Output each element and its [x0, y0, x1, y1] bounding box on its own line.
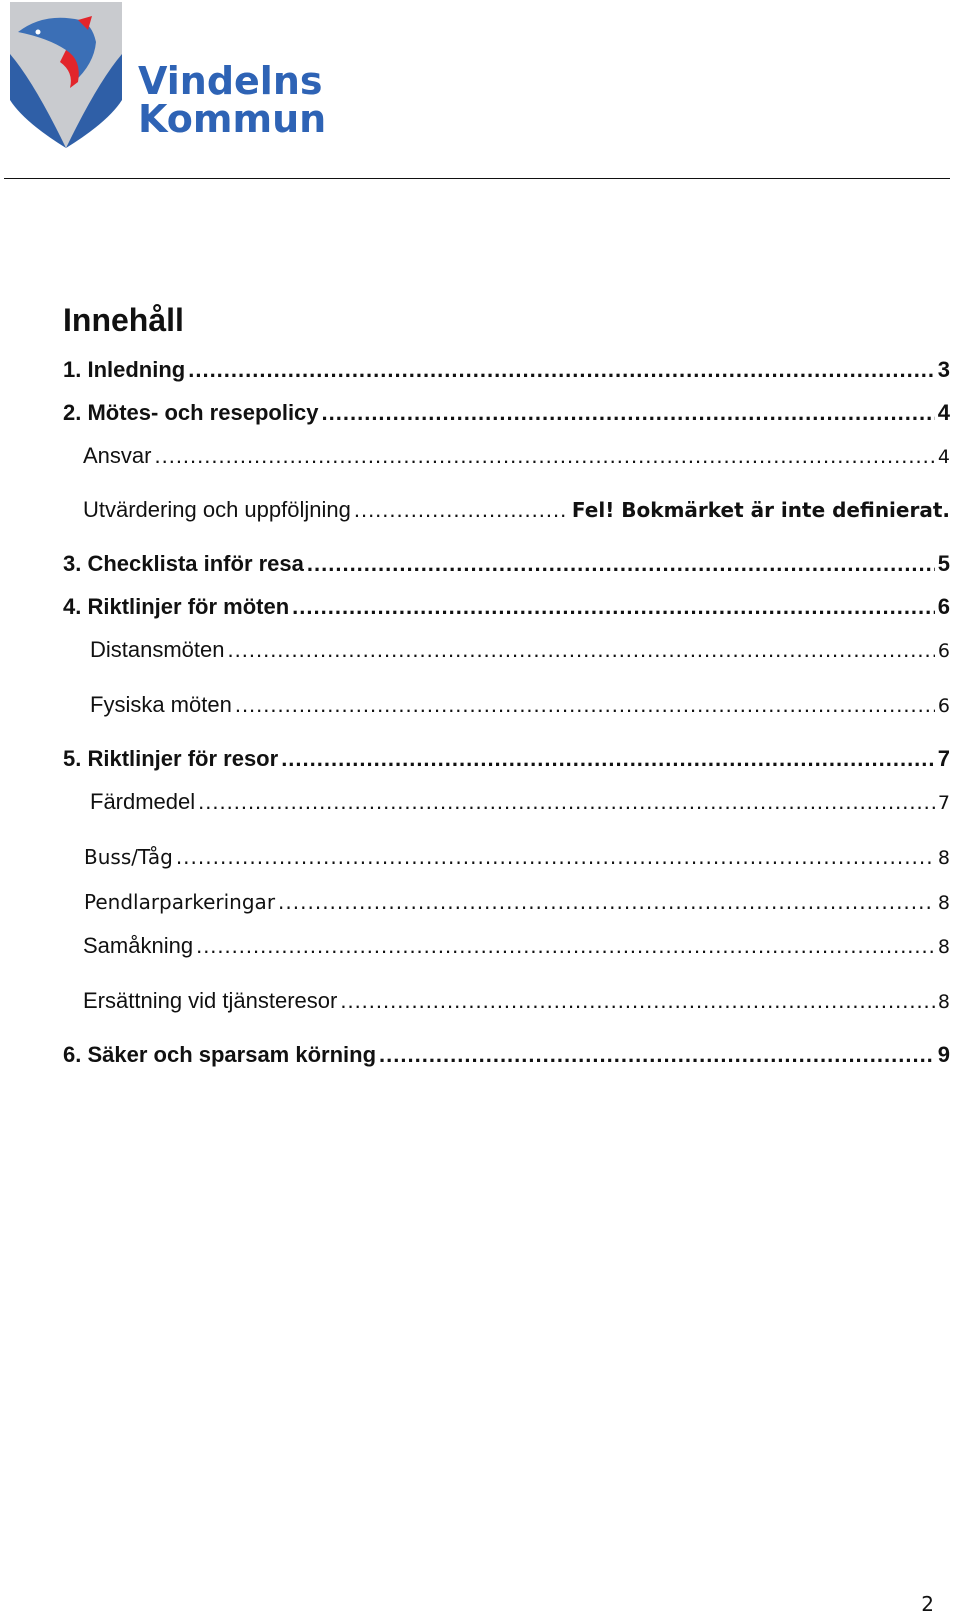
toc-entry-checklista-infor-resa[interactable]	[63, 550, 950, 578]
toc-entry-label: Distansmöten	[90, 637, 225, 662]
toc-leader	[188, 356, 935, 384]
toc-entry-page: 4	[937, 446, 950, 468]
toc-entry-page: 6	[937, 594, 950, 619]
toc-leader	[196, 932, 935, 960]
toc-entry-label: Ansvar	[83, 443, 152, 468]
toc-entry-bookmark-error: Fel! Bokmärket är inte definierat.	[571, 498, 950, 522]
page-number: 2	[921, 1592, 934, 1616]
toc-leader	[281, 745, 935, 773]
toc-entry-page: 8	[937, 847, 950, 869]
toc-entry-ersattning-vid-tjansteresor[interactable]	[83, 987, 950, 1016]
toc-entry-page: 7	[937, 746, 950, 771]
toc-entry-page: 7	[937, 792, 950, 814]
toc-leader	[340, 987, 935, 1015]
toc-leader	[307, 550, 935, 578]
toc-entry-label: Samåkning	[83, 933, 194, 958]
toc-entry-label: 2. Mötes- och resepolicy	[63, 400, 319, 425]
vindeln-logo	[4, 2, 334, 152]
toc-leader	[379, 1041, 935, 1069]
toc-entry-label: 6. Säker och sparsam körning	[63, 1042, 377, 1067]
toc-entry-riktlinjer-for-moten[interactable]	[63, 593, 950, 621]
toc-entry-distansmoten[interactable]	[90, 636, 950, 665]
toc-entry-page: 6	[937, 640, 950, 662]
toc-entry-page: 8	[937, 991, 950, 1013]
toc-entry-label: 5. Riktlinjer för resor	[63, 746, 279, 771]
toc-leader	[292, 593, 935, 621]
toc-entry-label: 3. Checklista inför resa	[63, 551, 304, 576]
toc-entry-samakning[interactable]	[83, 932, 950, 961]
toc-entry-label: 4. Riktlinjer för möten	[63, 594, 290, 619]
toc-leader	[322, 399, 935, 427]
toc-entry-riktlinjer-for-resor[interactable]	[63, 745, 950, 773]
toc-entry-utvardering-och-uppfoljning[interactable]	[83, 496, 950, 524]
toc-entry-page: 8	[937, 892, 950, 914]
toc-entry-saker-och-sparsam-korning[interactable]	[63, 1041, 950, 1069]
toc-leader	[176, 843, 935, 871]
toc-entry-motes-och-resepolicy[interactable]	[63, 399, 950, 427]
toc-entry-label: Buss/Tåg	[84, 845, 173, 869]
logo-text-line2: Kommun	[138, 97, 327, 141]
toc-entry-page: 9	[937, 1042, 950, 1067]
header-rule	[4, 178, 950, 179]
toc-entry-page: 3	[937, 357, 950, 382]
toc-entry-label: Fysiska möten	[90, 692, 232, 717]
toc-entry-fardmedel[interactable]	[90, 788, 950, 817]
toc-entry-page: 4	[937, 400, 950, 425]
toc-entry-page: 6	[937, 695, 950, 717]
toc-entry-label: Ersättning vid tjänsteresor	[83, 988, 338, 1013]
toc-leader	[198, 788, 935, 816]
toc-entry-inledning[interactable]	[63, 356, 950, 384]
toc-entry-label: Utvärdering och uppföljning	[83, 497, 351, 522]
toc-leader	[228, 636, 935, 664]
toc-entry-page: 8	[937, 936, 950, 958]
logo-emblem	[4, 2, 334, 152]
toc-entry-label: 1. Inledning	[63, 357, 186, 382]
toc-leader	[154, 442, 934, 470]
toc-entry-ansvar[interactable]	[83, 442, 950, 471]
toc-entry-pendlarparkeringar[interactable]	[84, 888, 950, 917]
toc-entry-page: 5	[937, 551, 950, 576]
toc-entry-label: Pendlarparkeringar	[84, 890, 276, 914]
toc-entry-buss-tag[interactable]	[84, 843, 950, 872]
toc-leader	[354, 496, 569, 524]
toc-title: Innehåll	[63, 302, 184, 338]
toc-entry-fysiska-moten[interactable]	[90, 691, 950, 720]
toc-entry-label: Färdmedel	[90, 789, 196, 814]
logo-text-line1: Vindelns	[138, 59, 323, 103]
toc-leader	[235, 691, 935, 719]
toc-leader	[278, 888, 935, 916]
